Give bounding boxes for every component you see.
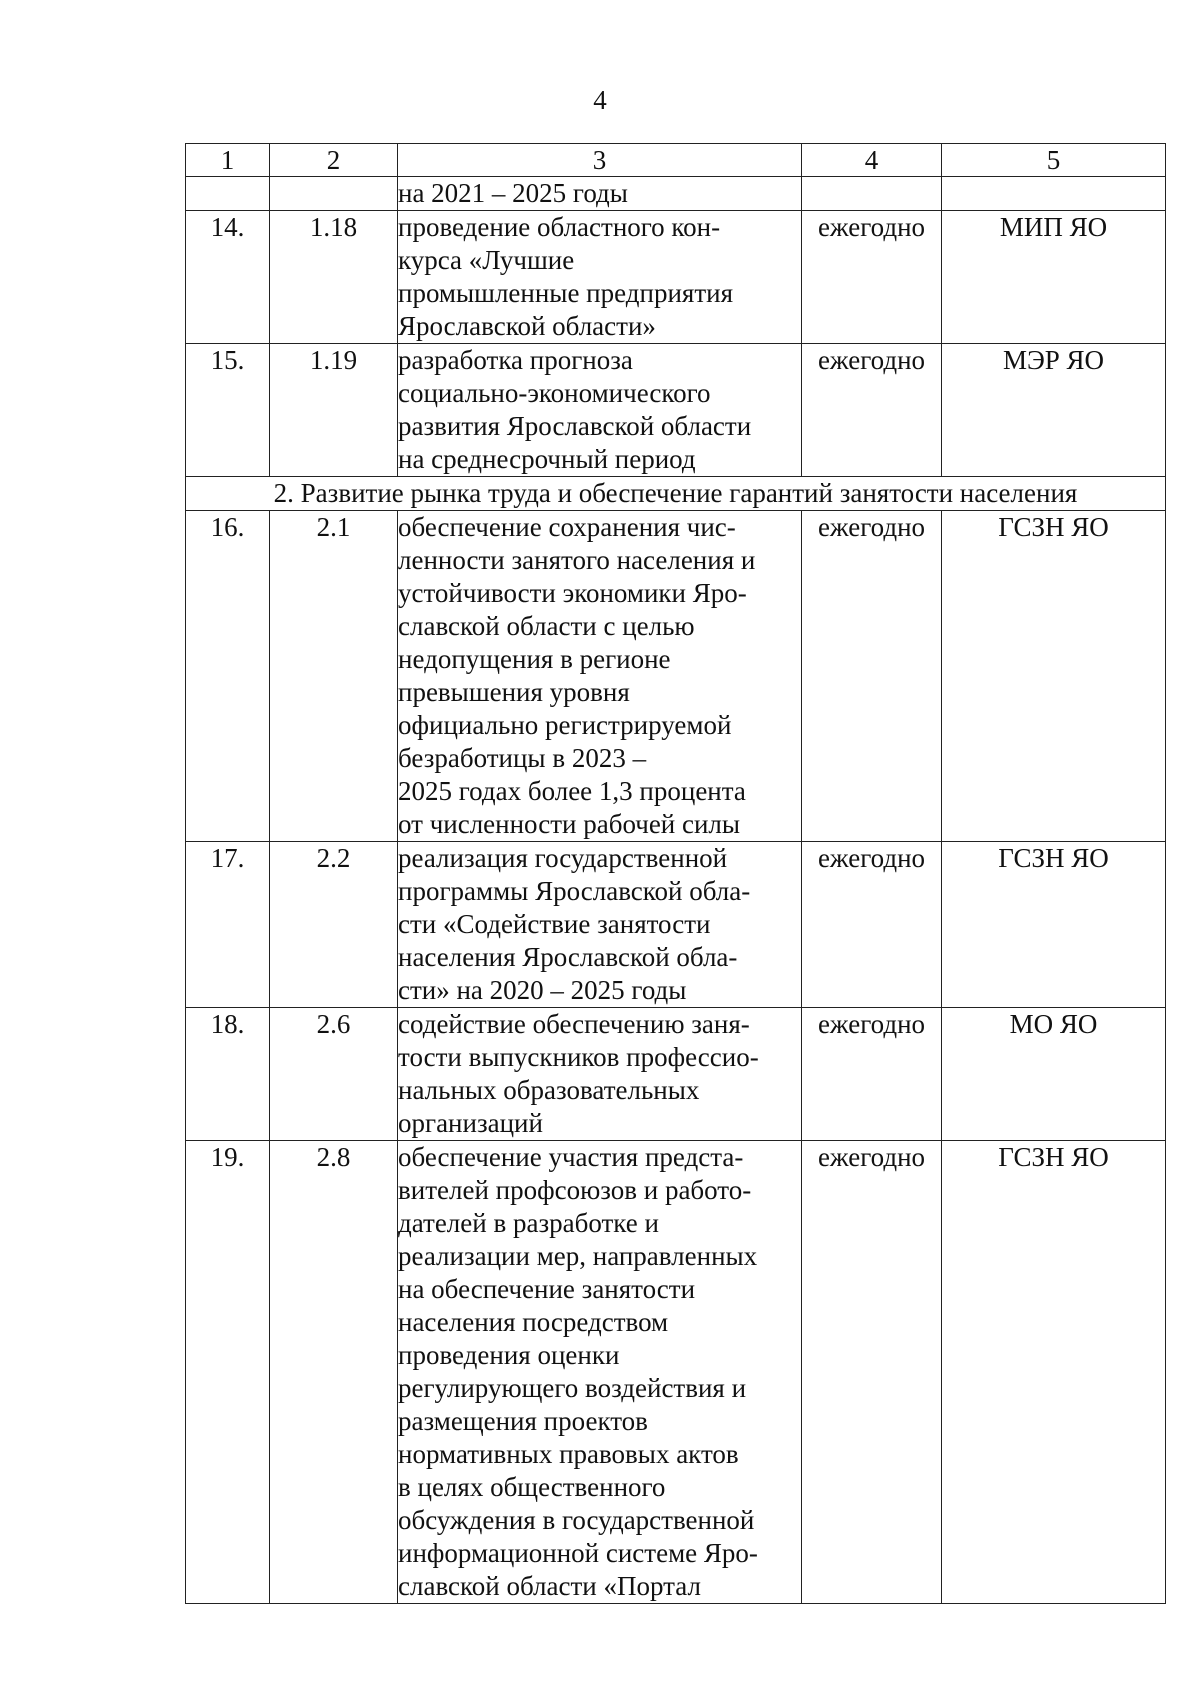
measure-description-line: нальных образовательных bbox=[398, 1075, 700, 1105]
measure-description-line: ленности занятого населения и bbox=[398, 545, 756, 575]
measure-description-line: в целях общественного bbox=[398, 1472, 666, 1502]
continuation-row bbox=[186, 177, 1166, 211]
measure-description-line: организаций bbox=[398, 1108, 543, 1138]
measure-description-line: населения посредством bbox=[398, 1307, 669, 1337]
header-col-3: 3 bbox=[398, 144, 802, 177]
measure-description-line: информационной системе Яро- bbox=[398, 1538, 758, 1568]
measure-description-line: устойчивости экономики Яро- bbox=[398, 578, 747, 608]
measure-description-line: проведение областного кон- bbox=[398, 212, 721, 242]
table-row bbox=[186, 1141, 1166, 1604]
measure-description-line: вителей профсоюзов и работо- bbox=[398, 1175, 752, 1205]
measure-description-line: на среднесрочный период bbox=[398, 444, 696, 474]
row-number: 17. bbox=[186, 842, 270, 1008]
measure-description-line: славской области «Портал bbox=[398, 1571, 701, 1601]
measure-description-line: курса «Лучшие bbox=[398, 245, 575, 275]
measure-description-line: превышения уровня bbox=[398, 677, 630, 707]
measure-term: ежегодно bbox=[802, 511, 942, 842]
measure-executor: ГСЗН ЯО bbox=[942, 511, 1166, 842]
measure-description bbox=[398, 511, 802, 842]
header-col-2: 2 bbox=[270, 144, 398, 177]
measure-description-line: дателей в разработке и bbox=[398, 1208, 659, 1238]
measure-description-line: реализации мер, направленных bbox=[398, 1241, 758, 1271]
measure-description-line: славской области с целью bbox=[398, 611, 695, 641]
measure-description bbox=[398, 1141, 802, 1604]
measure-term: ежегодно bbox=[802, 1141, 942, 1604]
measure-executor: МО ЯО bbox=[942, 1008, 1166, 1141]
row-number: 14. bbox=[186, 211, 270, 344]
measure-code: 2.6 bbox=[270, 1008, 398, 1141]
measure-description-line: размещения проектов bbox=[398, 1406, 648, 1436]
measure-description-line: недопущения в регионе bbox=[398, 644, 671, 674]
continuation-code bbox=[270, 177, 398, 211]
measure-executor: МИП ЯО bbox=[942, 211, 1166, 344]
header-row bbox=[186, 144, 1166, 177]
measure-term: ежегодно bbox=[802, 842, 942, 1008]
measure-description bbox=[398, 344, 802, 477]
measure-description-line: безработицы в 2023 – bbox=[398, 743, 647, 773]
continuation-term bbox=[802, 177, 942, 211]
measure-description-line: населения Ярославской обла- bbox=[398, 942, 738, 972]
header-col-4: 4 bbox=[802, 144, 942, 177]
page-number: 4 bbox=[593, 85, 607, 115]
section-row bbox=[186, 477, 1166, 511]
measure-description-line: нормативных правовых актов bbox=[398, 1439, 739, 1469]
table-row bbox=[186, 344, 1166, 477]
measure-term: ежегодно bbox=[802, 1008, 942, 1141]
measure-description-line: развития Ярославской области bbox=[398, 411, 752, 441]
measure-description-line: сти» на 2020 – 2025 годы bbox=[398, 975, 687, 1005]
row-number: 19. bbox=[186, 1141, 270, 1604]
table-row bbox=[186, 211, 1166, 344]
measure-description-line: обсуждения в государственной bbox=[398, 1505, 755, 1535]
table-row bbox=[186, 842, 1166, 1008]
measure-description-line: промышленные предприятия bbox=[398, 278, 733, 308]
continuation-text-line: на 2021 – 2025 годы bbox=[398, 178, 628, 208]
continuation-num bbox=[186, 177, 270, 211]
continuation-executor bbox=[942, 177, 1166, 211]
measure-description-line: на обеспечение занятости bbox=[398, 1274, 696, 1304]
measure-description bbox=[398, 1008, 802, 1141]
measure-description-line: программы Ярославской обла- bbox=[398, 876, 751, 906]
measure-description-line: тости выпускников профессио- bbox=[398, 1042, 759, 1072]
measure-description-line: обеспечение участия предста- bbox=[398, 1142, 744, 1172]
measure-description bbox=[398, 211, 802, 344]
measure-description-line: Ярославской области» bbox=[398, 311, 656, 341]
measure-description-line: 2025 годах более 1,3 процента bbox=[398, 776, 746, 806]
measure-code: 1.18 bbox=[270, 211, 398, 344]
measure-description-line: социально-экономического bbox=[398, 378, 711, 408]
row-number: 18. bbox=[186, 1008, 270, 1141]
measure-description-line: реализация государственной bbox=[398, 843, 728, 873]
measure-description-line: проведения оценки bbox=[398, 1340, 620, 1370]
measure-description bbox=[398, 842, 802, 1008]
measure-code: 2.1 bbox=[270, 511, 398, 842]
row-number: 16. bbox=[186, 511, 270, 842]
measure-code: 2.8 bbox=[270, 1141, 398, 1604]
header-col-1: 1 bbox=[186, 144, 270, 177]
table-body bbox=[186, 144, 1166, 1604]
table-row bbox=[186, 511, 1166, 842]
section-heading: 2. Развитие рынка труда и обеспечение гарантий занятости населения bbox=[186, 477, 1166, 511]
continuation-text bbox=[398, 177, 802, 211]
measure-term: ежегодно bbox=[802, 211, 942, 344]
measure-description-line: регулирующего воздействия и bbox=[398, 1373, 747, 1403]
table-row bbox=[186, 1008, 1166, 1141]
measure-term: ежегодно bbox=[802, 344, 942, 477]
measure-executor: МЭР ЯО bbox=[942, 344, 1166, 477]
measure-executor: ГСЗН ЯО bbox=[942, 842, 1166, 1008]
measure-description-line: сти «Содействие занятости bbox=[398, 909, 711, 939]
row-number: 15. bbox=[186, 344, 270, 477]
header-col-5: 5 bbox=[942, 144, 1166, 177]
measure-description-line: разработка прогноза bbox=[398, 345, 633, 375]
measure-description-line: от численности рабочей силы bbox=[398, 809, 741, 839]
measure-code: 1.19 bbox=[270, 344, 398, 477]
measure-executor: ГСЗН ЯО bbox=[942, 1141, 1166, 1604]
measure-description-line: обеспечение сохранения чис- bbox=[398, 512, 736, 542]
measure-code: 2.2 bbox=[270, 842, 398, 1008]
measures-table bbox=[185, 143, 1166, 1604]
measure-description-line: официально регистрируемой bbox=[398, 710, 732, 740]
measure-description-line: содействие обеспечению заня- bbox=[398, 1009, 750, 1039]
